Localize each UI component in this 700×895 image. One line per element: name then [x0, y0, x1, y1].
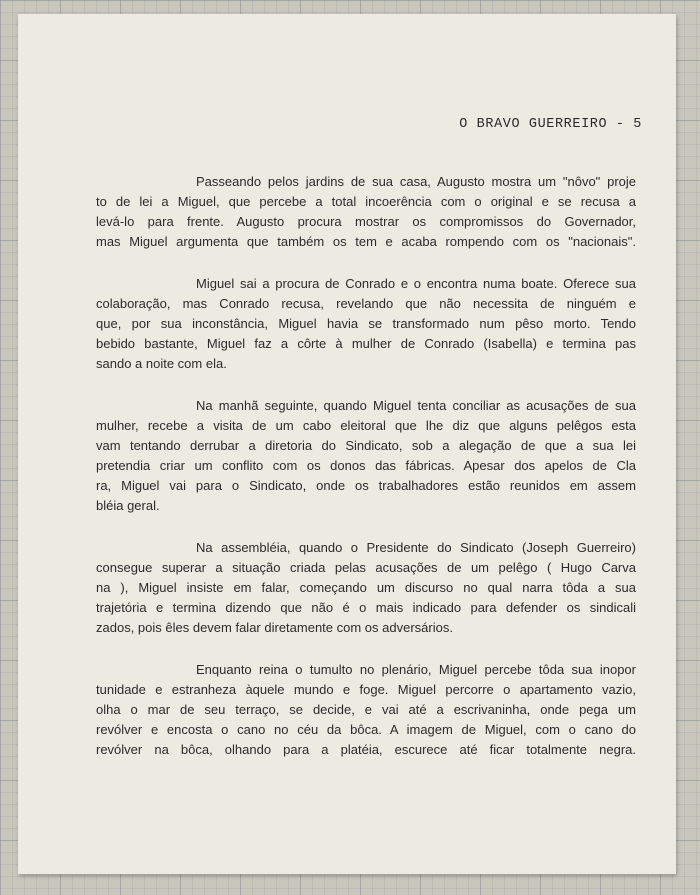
paper-sheet — [18, 14, 676, 874]
text-line: tunidade e estranheza àquele mundo e foge. Miguel percorre o apartamento vazio, — [96, 682, 636, 697]
text-line: mulher, recebe a visita de um cabo eleitoral que lhe diz que alguns pelêgos esta — [96, 418, 636, 433]
paragraph-3 — [96, 396, 636, 516]
text-line: bléia geral. — [96, 498, 160, 513]
paragraph-1 — [96, 172, 636, 252]
text-line: mas Miguel argumenta que também os tem e acaba rompendo com os "nacionais". — [96, 234, 636, 249]
text-line: to de lei a Miguel, que percebe a total incoerência com o original e se recusa a — [96, 194, 636, 209]
text-line: consegue superar a situação criada pelas acusações de um pelêgo ( Hugo Carva — [96, 560, 636, 575]
text-line: revólver na bôca, olhando para a platéia, escurece até ficar totalmente negra. — [96, 742, 636, 757]
text-line: na ), Miguel insiste em falar, começando um discurso no qual narra tôda a sua — [96, 580, 636, 595]
text-line: trajetória e termina dizendo que não é o mais indicado para defender os sindicali — [96, 600, 636, 615]
text-line: Miguel sai a procura de Conrado e o encontra numa boate. Oferece sua — [196, 276, 636, 291]
text-line: olha o mar de seu terraço, se decide, e vai até a escrivaninha, onde pega um — [96, 702, 636, 717]
paragraph-4 — [96, 538, 636, 638]
text-line: levá-lo para frente. Augusto procura mostrar os compromissos do Governador, — [96, 214, 636, 229]
text-line: revólver e encosta o cano no céu da bôca. A imagem de Miguel, com o cano do — [96, 722, 636, 737]
text-line: que, por sua inconstância, Miguel havia se transformado num pêso morto. Tendo — [96, 316, 636, 331]
text-line: ra, Miguel vai para o Sindicato, onde os trabalhadores estão reunidos em assem — [96, 478, 636, 493]
text-line: pretendia criar um conflito com os donos das fábricas. Apesar dos apelos de Cla — [96, 458, 636, 473]
text-line: Enquanto reina o tumulto no plenário, Miguel percebe tôda sua inopor — [196, 662, 636, 677]
text-line: Na manhã seguinte, quando Miguel tenta conciliar as acusações de sua — [196, 398, 636, 413]
paragraph-2 — [96, 274, 636, 374]
text-line: zados, pois êles devem falar diretamente com os adversários. — [96, 620, 453, 635]
document-body — [96, 172, 636, 782]
text-line: vam tentando derrubar a diretoria do Sindicato, sob a alegação de que a sua lei — [96, 438, 636, 453]
text-line: colaboração, mas Conrado recusa, revelando que não necessita de ninguém e — [96, 296, 636, 311]
page-header: O BRAVO GUERREIRO - 5 — [459, 117, 642, 132]
text-line: bebido bastante, Miguel faz a côrte à mulher de Conrado (Isabella) e termina pas — [96, 336, 636, 351]
paragraph-5 — [96, 660, 636, 760]
text-line: sando a noite com ela. — [96, 356, 227, 371]
text-line: Passeando pelos jardins de sua casa, Augusto mostra um "nôvo" proje — [196, 174, 636, 189]
text-line: Na assembléia, quando o Presidente do Sindicato (Joseph Guerreiro) — [196, 540, 636, 555]
